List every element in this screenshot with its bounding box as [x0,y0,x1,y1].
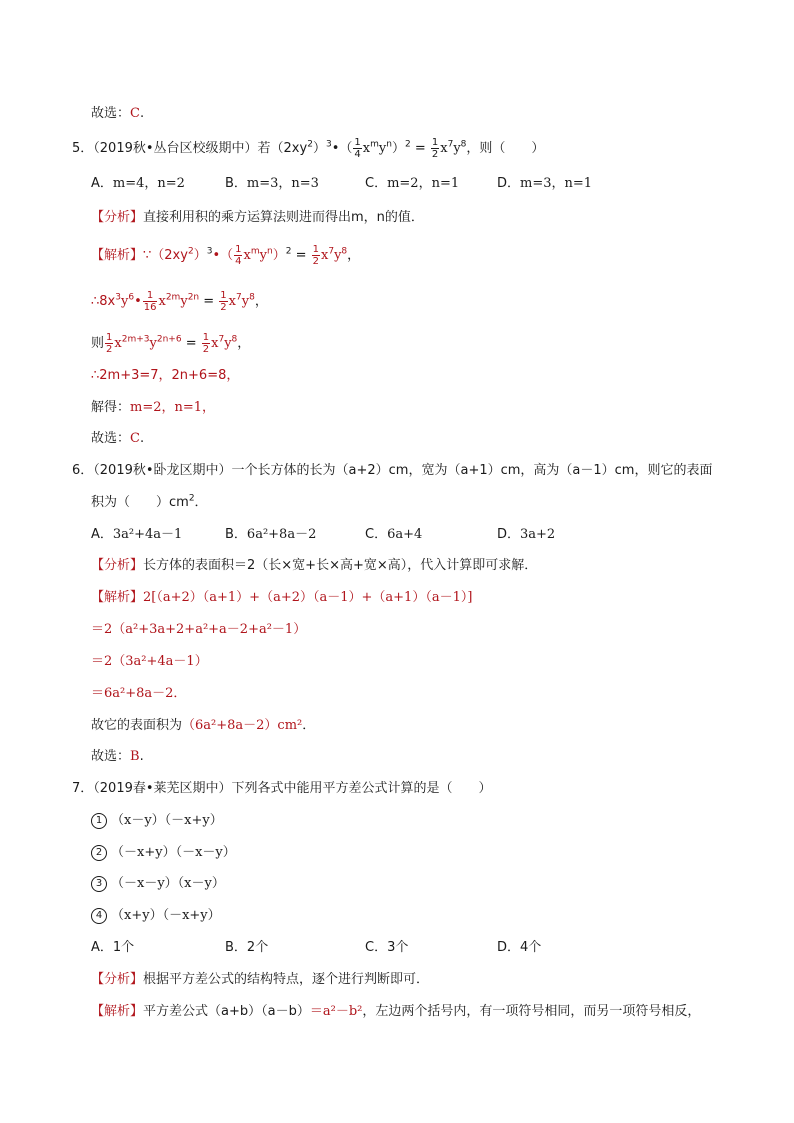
q7-option-b[interactable]: B．2个 [225,940,269,955]
q5-final-answer: 故选：C. [91,431,145,446]
q6-solution-step3: ＝2（3a²+4a－1） [91,654,208,669]
q6-analysis: 【分析】长方体的表面积＝2（长×宽+长×高+宽×高），代入计算即可求解． [91,558,538,573]
q6-option-d[interactable]: D．3a+2 [497,527,556,542]
q7-item-2: 2 （－x+y）（－x－y） [91,843,236,863]
q5-option-d[interactable]: D．m=3，n=1 [497,176,593,191]
q6-option-c[interactable]: C．6a+4 [365,527,423,542]
q5-option-c[interactable]: C．m=2，n=1 [365,176,460,191]
q7-analysis: 【分析】根据平方差公式的结构特点，逐个进行判断即可． [91,972,430,987]
prev-answer: 故选：C. [91,106,145,121]
q5-solution-step2: $\therefore 8x^3y^6•$ $\frac{1}{16}$ $x^{2m}y^{2n}$ = $\frac{1}{2}$ $x^7y^8$， [91,290,268,313]
q6-final-answer: 故选：B. [91,749,144,764]
q7-option-c[interactable]: C．3个 [365,940,409,955]
q7-stem: 7．（2019春•莱芜区期中）下列各式中能用平方差公式计算的是（ ） [72,781,492,796]
q5-solution-step5: 解得：m=2，n=1， [91,400,216,415]
q7-solution: 【解析】平方差公式（a+b）（a－b）＝a²－b²，左边两个括号内，有一项符号相同，而另一项符号相反， [91,1004,701,1019]
q5-option-b[interactable]: B．m=3，n=3 [225,176,319,191]
q6-solution-step2: ＝2（a²+3a+2+a²+a－2+a²－1） [91,622,307,637]
q5-solution-step3: 则 $\frac{1}{2}$ $x^{2m+3}y^{2n+6}$ = $\frac{1}{2}$ $x^7y^8$， [91,332,251,355]
q6-solution-step1: 【解析】2[（a+2）（a+1）+（a+2）（a－1）+（a+1）（a－1）] [91,590,473,605]
q5-solution-step4: ∴2m+3=7，2n+6=8， [91,368,240,383]
q5-analysis: 【分析】直接利用积的乘方运算法则进而得出m，n的值． [91,210,424,225]
q6-stem-line2: 积为（ ）$cm^2$． [91,493,208,510]
q5-option-a[interactable]: A．m=4，n=2 [91,176,185,191]
q5-solution-step1: 【解析】$\because(2xy^2)^3•$（ $\frac{1}{4}$ $x^my^n)^2$ = $\frac{1}{2}$ $x^7y^8$， [91,244,361,267]
q7-item-4: 4 （x+y）（－x+y） [91,906,221,926]
q6-solution-step4: ＝6a²+8a－2． [91,686,187,701]
q7-item-1: 1 （x－y）（－x+y） [91,811,223,831]
q6-option-b[interactable]: B．6a²+8a－2 [225,527,317,542]
q6-solution-step5: 故它的表面积为（6a²+8a－2）cm²． [91,718,316,733]
q5-stem: 5．（2019秋•丛台区校级期中）若$(2xy^2)^3•$（ $\frac{1}{4}$ $x^my^n)^2$ = $\frac{1}{2}$ $x^7y^8$，则（ ） [72,137,545,160]
q7-option-a[interactable]: A．1个 [91,940,135,955]
q6-stem-line1: 6．（2019秋•卧龙区期中）一个长方体的长为（a+2）cm，宽为（a+1）cm，高为（a－1）cm，则它的表面 [72,463,713,478]
q6-option-a[interactable]: A．3a²+4a－1 [91,527,183,542]
q7-item-3: 3 （－x－y）（x－y） [91,874,225,894]
q7-option-d[interactable]: D．4个 [497,940,542,955]
